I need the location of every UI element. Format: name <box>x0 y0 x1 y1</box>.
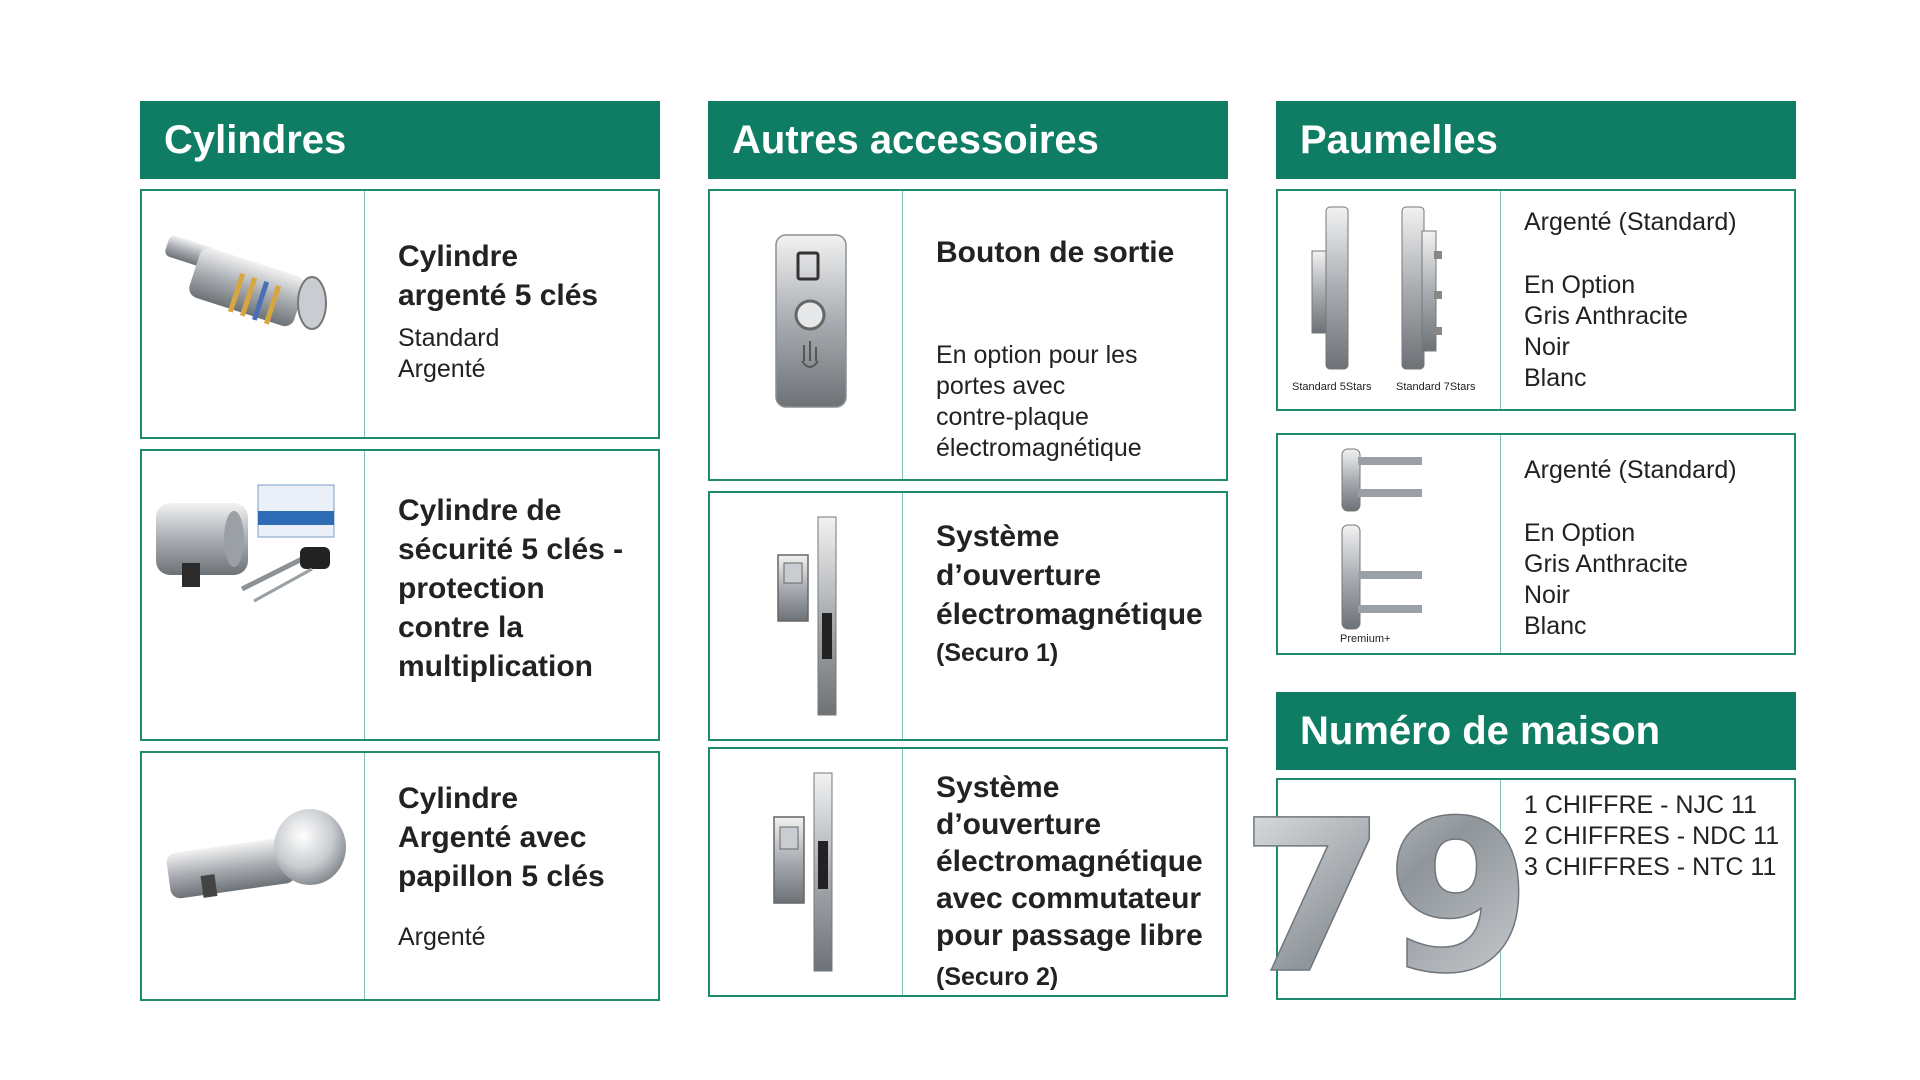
item-detail: Gris Anthracite <box>1524 550 1688 578</box>
item-note: (Securo 2) <box>936 963 1059 991</box>
item-detail: contre-plaque <box>936 403 1089 431</box>
item-detail: Blanc <box>1524 364 1587 392</box>
card-securo-1 <box>708 491 1228 741</box>
item-title: Système d’ouverture <box>936 771 1102 841</box>
item-detail: En Option <box>1524 271 1636 299</box>
item-title: multiplication <box>398 650 593 683</box>
item-detail: Argenté <box>398 355 486 383</box>
item-title: contre la <box>398 611 524 644</box>
card-paumelles-standard <box>1276 189 1796 411</box>
item-detail: Noir <box>1524 581 1570 609</box>
item-title: Argenté avec <box>398 821 587 854</box>
item-title: électromagnétique <box>936 845 1203 878</box>
card-cylindre-papillon <box>140 751 660 1001</box>
hinge-icon <box>1278 191 1500 409</box>
item-detail: Argenté <box>398 923 486 951</box>
card-image <box>142 191 365 437</box>
item-detail: Argenté (Standard) <box>1524 208 1737 236</box>
card-image <box>142 451 365 739</box>
electric-strike-switch-icon <box>710 749 902 995</box>
header-paumelles: Paumelles <box>1276 101 1796 179</box>
header-numero: Numéro de maison <box>1276 692 1796 770</box>
thumbturn-cylinder-icon <box>142 753 364 999</box>
house-number-image <box>1239 775 1533 1020</box>
card-image <box>142 753 365 999</box>
item-title: argenté 5 clés <box>398 279 599 312</box>
house-number-digits: 79 <box>1239 775 1533 1020</box>
card-paumelles-premium <box>1276 433 1796 655</box>
card-cylindre-securite <box>140 449 660 741</box>
card-image <box>710 493 903 739</box>
image-caption: Standard 5Stars <box>1292 381 1372 393</box>
item-title: pour passage libre <box>936 919 1203 952</box>
item-detail: En Option <box>1524 519 1636 547</box>
card-image <box>710 191 903 479</box>
image-caption: Premium+ <box>1340 633 1391 645</box>
card-image <box>1239 775 1533 1020</box>
card-image <box>1278 191 1501 409</box>
security-cylinder-icon <box>142 451 364 739</box>
premium-hinge-icon <box>1278 435 1500 653</box>
item-detail: En option pour les <box>936 341 1138 369</box>
item-title: Système <box>936 520 1060 553</box>
item-detail: 1 CHIFFRE - NJC 11 <box>1524 791 1757 819</box>
item-detail: portes avec <box>936 372 1066 400</box>
item-title: papillon 5 clés <box>398 860 605 893</box>
card-image <box>710 749 903 995</box>
electric-strike-icon <box>710 493 902 739</box>
item-detail: 3 CHIFFRES - NTC 11 <box>1524 853 1777 881</box>
item-detail: 2 CHIFFRES - NDC 11 <box>1524 822 1780 850</box>
item-title: protection <box>398 572 545 605</box>
item-detail: Noir <box>1524 333 1570 361</box>
card-image <box>1278 435 1501 653</box>
cylinder-key-icon <box>142 191 364 437</box>
header-cylindres: Cylindres <box>140 101 660 179</box>
item-detail: Standard <box>398 324 500 352</box>
item-title: avec commutateur <box>936 882 1202 915</box>
item-title: Cylindre de <box>398 494 562 527</box>
card-securo-2 <box>708 747 1228 997</box>
card-numero-maison <box>1239 775 1796 1020</box>
card-bouton-sortie <box>708 189 1228 481</box>
item-detail: Gris Anthracite <box>1524 302 1688 330</box>
item-title: Cylindre <box>398 782 519 815</box>
item-title: d’ouverture <box>936 559 1102 592</box>
exit-button-icon <box>710 191 902 479</box>
item-title: Cylindre <box>398 240 519 273</box>
header-accessoires: Autres accessoires <box>708 101 1228 179</box>
item-title: électromagnétique <box>936 598 1203 631</box>
card-cylindre-argente <box>140 189 660 439</box>
item-note: (Securo 1) <box>936 639 1059 667</box>
image-caption: Standard 7Stars <box>1396 381 1476 393</box>
item-detail: Argenté (Standard) <box>1524 456 1737 484</box>
item-detail: électromagnétique <box>936 434 1142 462</box>
item-title: sécurité 5 clés - <box>398 533 624 566</box>
item-title: Bouton de sortie <box>936 236 1175 269</box>
item-detail: Blanc <box>1524 612 1587 640</box>
